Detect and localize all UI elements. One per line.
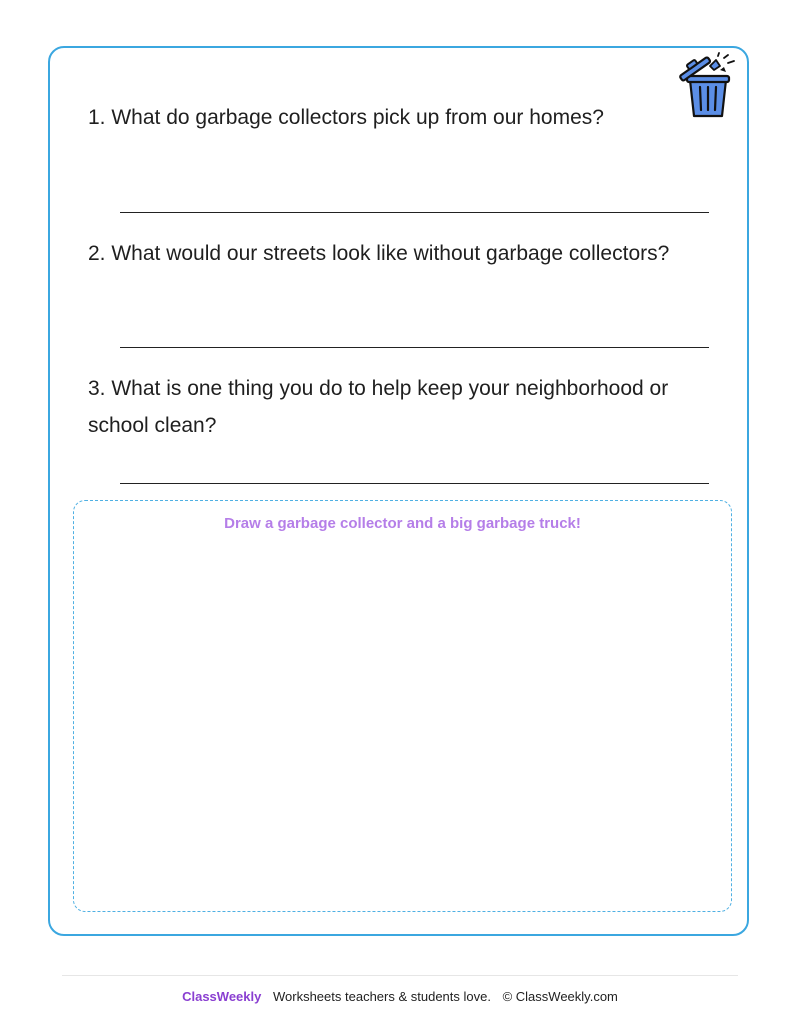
footer-copyright: © ClassWeekly.com (502, 989, 618, 1004)
question-1: 1. What do garbage collectors pick up from our homes? (88, 106, 604, 129)
footer (0, 989, 800, 1004)
answer-line-2[interactable] (120, 347, 709, 348)
answer-line-3[interactable] (120, 483, 709, 484)
drawing-area[interactable] (73, 500, 732, 912)
footer-divider (62, 975, 738, 976)
drawing-prompt: Draw a garbage collector and a big garbage truck! (224, 515, 581, 532)
footer-tagline: Worksheets teachers & students love. (272, 989, 491, 1004)
question-3: 3. What is one thing you do to help keep your neighborhood or school clean? (88, 377, 669, 437)
question-2: 2. What would our streets look like without garbage collectors? (88, 242, 670, 265)
answer-line-1[interactable] (120, 212, 709, 213)
footer-brand: ClassWeekly (182, 989, 262, 1004)
